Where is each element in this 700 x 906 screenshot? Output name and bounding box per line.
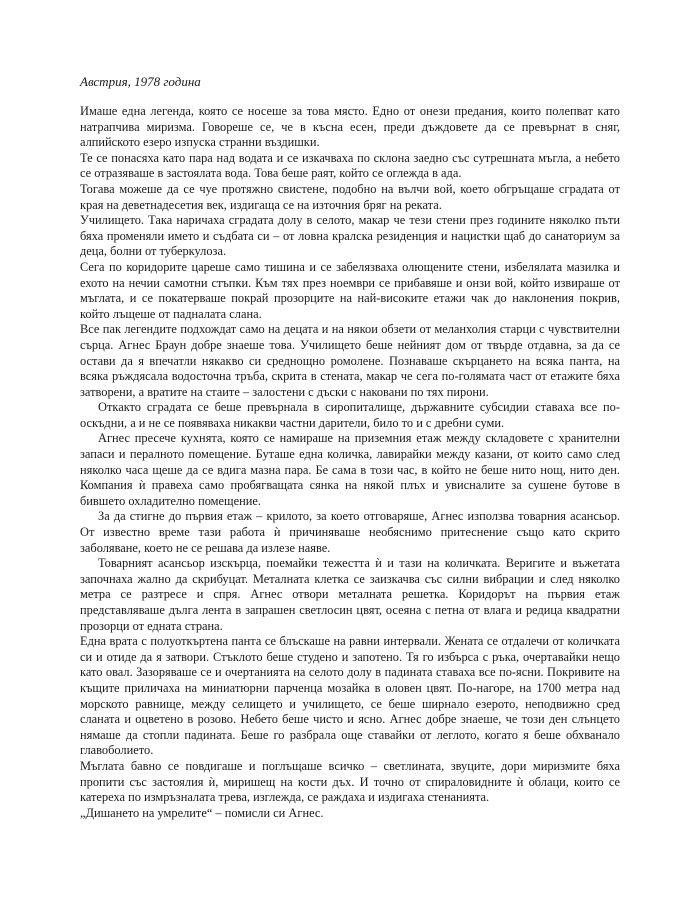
paragraph: Те се понасяха като пара над водата и се изкачваха по склона заедно със сутрешната мъгла, а небето се отразяваше в застоялата вода. Това беше раят, който се оглежда в ада. (80, 150, 620, 181)
paragraph: Училището. Така наричаха сградата долу в селото, макар че тези стени през годините няколко пъти бяха променяли името и съдбата си – от ловна кралска резиденция и нацистки щаб до санаториум за деца, болни от туберкулоза. (80, 213, 620, 259)
paragraph: „Дишането на умрелите“ – помисли си Агнес. (80, 805, 324, 820)
body-text (80, 104, 620, 821)
paragraph: Сега по коридорите цареше само тишина и се забелязваха олющените стени, избелялата мазилка и ехото на нечии самотни стъпки. Към тях през ноември се прибавяше и онзи вой, който извираше от мъглата, и се покатерваше покрай прозорците на най-високите етажи чак до наклонения покрив, който лъщеше от падналата слана. (80, 259, 620, 321)
paragraph: Една врата с полуоткъртена панта се блъскаше на равни интервали. Жената се отдалечи от количката си и отиде да я затвори. Стъклото беше студено и запотено. Тя го избърса с ръка, очертавайки нещо като овал. Зазоряваше се и очертанията на селото долу в падината ставаха все по-ясни. Покривите на къщите приличаха на миниатюрни парченца мозайка в оловен цвят. По-нагоре, на 1700 метра над морското равнище, между селището и училището, се беше ширнало езерото, неподвижно сред сланата и оцветено в розово. Небето беше чисто и ясно. Агнес добре знаеше, че този ден слънцето нямаше да стопли падината. Беше го разбрала още ставайки от леглото, когато я беше обхванало главоболието. (80, 634, 620, 758)
paragraph: Агнес пресече кухнята, която се намираше на приземния етаж между складовете с хранителни запаси и пералното помещение. Буташе една количка, лавирайки между казани, от които само след няколко часа щеше да се вдига мазна пара. Бе сама в този час, в който не беше нито нощ, нито ден. Компания ѝ правеха само пробягващата сянка на някой плъх и увисналите за сушене бутове в бившето охладително помещение. (80, 431, 620, 508)
paragraph: Тогава можеше да се чуе протяжно свистене, подобно на вълчи вой, което обгръщаше сградата от края на деветнадесетия век, издигаща се на източния бряг на реката. (80, 181, 620, 212)
paragraph: Все пак легендите подхождат само на децата и на някои обзети от меланхолия старци с чувствителни сърца. Агнес Браун добре знаеше това. Училището беше нейният дом от твърде отдавна, за да се остави да я впечатли някакво си среднощно ромолене. Познаваше скърцането на всяка панта, на всяка ръждясала водосточна тръба, скрита в стената, макар че сега по-голямата част от етажите бяха затворени, а вратите на стаите – залостени с дъски с наковани по тях пирони. (80, 322, 620, 399)
document-page (80, 74, 620, 821)
paragraph: Мъглата бавно се повдигаше и поглъщаше всичко – светлината, звуците, дори миризмите бяха пропити със застоялия ѝ, миришещ на кости дъх. И точно от спираловидните ѝ облаци, които се катереха по измръзналата трева, изглежда, се раждаха и издигаха стенанията. (80, 758, 620, 805)
paragraph: За да стигне до първия етаж – крилото, за което отговаряше, Агнес използва товарния асансьор. От известно време тази работа ѝ причиняваше необяснимо притеснение също като скрито заболяване, което не се решава да излезе наяве. (80, 509, 620, 555)
paragraph: Имаше една легенда, която се носеше за това място. Едно от онези предания, които полепват като натрапчива миризма. Говореше се, че в късна есен, преди дъждовете да се превърнат в сняг, алпийското езеро изпуска странни въздишки. (80, 104, 620, 150)
chapter-subtitle: Австрия, 1978 година (80, 74, 201, 89)
paragraph: Откакто сградата се беше превърнала в сиропиталище, държавните субсидии ставаха все по-оскъдни, а и не се появяваха никакви частни дарители, било то и с дребни суми. (80, 400, 620, 430)
paragraph: Товарният асансьор изскърца, поемайки тежестта ѝ и тази на количката. Веригите и въжетата започнаха жално да скрибуцат. Металната клетка се заизкачва със силни вибрации и след няколко метра се разтресе и спря. Агнес отвори металната решетка. Коридорът на първия етаж представляваше дълга лента в запрашен светлосин цвят, осеяна с петна от влага и редица квадратни прозорци от едната страна. (80, 556, 620, 633)
